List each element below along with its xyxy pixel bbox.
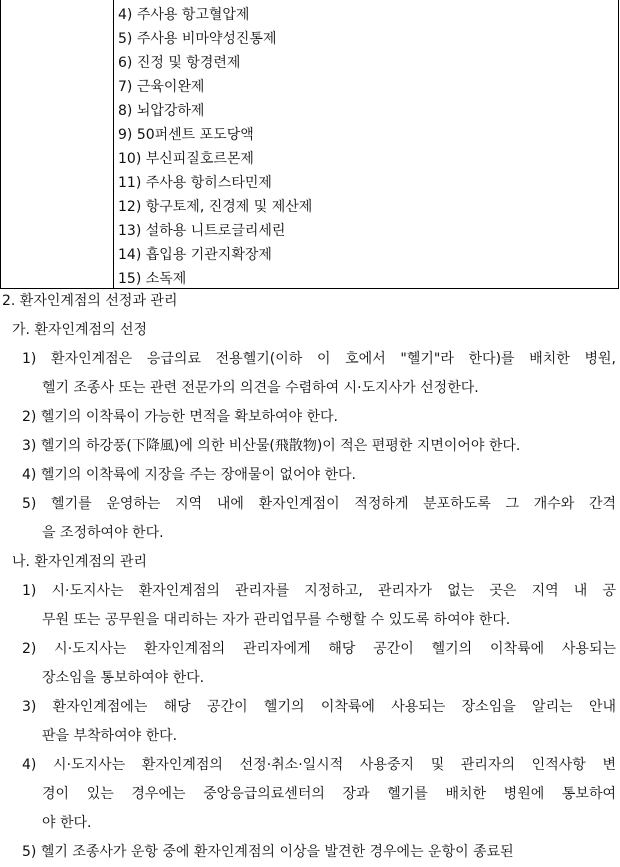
table-list-item: 5) 주사용 비마약성진통제: [118, 31, 277, 47]
paragraph-line: 4) 시·도지사는 환자인계점의 선정·취소·일시적 사용중지 및 관리자의 인적사항 변: [22, 757, 616, 773]
numbered-paragraph: [0, 490, 620, 548]
paragraph-line: 3) 환자인계점에는 해당 공간이 헬기의 이착륙에 사용되는 장소임을 알리는 안내: [22, 699, 616, 715]
paragraph-line: 2) 시·도지사는 환자인계점의 관리자에게 해당 공간이 헬기의 이착륙에 사용되는: [22, 641, 616, 657]
numbered-paragraph: [0, 403, 620, 432]
paragraph-line: 1) 시·도지사는 환자인계점의 관리자를 지정하고, 관리자가 없는 곳은 지역 내 공: [22, 583, 616, 599]
drug-list-table: [0, 0, 619, 289]
table-list-item: 9) 50퍼센트 포도당액: [118, 127, 254, 143]
table-list-item: 14) 흡입용 기관지확장제: [118, 247, 272, 263]
paragraph-line: 5) 헬기를 운영하는 지역 내에 환자인계점이 적정하게 분포하도록 그 개수와 간격: [22, 496, 616, 512]
numbered-paragraph: [0, 461, 620, 490]
paragraph-line: 야 한다.: [42, 815, 92, 831]
table-list-item: 15) 소독제: [118, 271, 187, 287]
paragraph-line: 판을 부착하여야 한다.: [42, 728, 178, 744]
table-list-item: 4) 주사용 항고혈압제: [118, 7, 250, 23]
paragraph-line: 4) 헬기의 이착륙에 지장을 주는 장애물이 없어야 한다.: [22, 467, 356, 483]
numbered-paragraph: [0, 345, 620, 403]
paragraph-line: 3) 헬기의 하강풍(下降風)에 의한 비산물(飛散物)이 적은 편평한 지면이어야 한다.: [22, 438, 521, 454]
table-list-item: 8) 뇌압강하제: [118, 103, 205, 119]
subsection-title-management: 나. 환자인계점의 관리: [12, 554, 148, 570]
numbered-paragraph: [0, 838, 620, 867]
table-column-divider: [113, 0, 114, 288]
table-cell-drug-items: [118, 3, 613, 291]
numbered-paragraph: [0, 693, 620, 751]
document-body: [0, 287, 620, 867]
paragraph-line: 을 조정하여야 한다.: [42, 525, 164, 541]
management-items: [0, 577, 620, 867]
table-list-item: 7) 근육이완제: [118, 79, 205, 95]
paragraph-line: 5) 헬기 조종사가 운항 중에 환자인계점의 이상을 발견한 경우에는 운항이 종료된: [22, 844, 514, 860]
numbered-paragraph: [0, 577, 620, 635]
table-list-item: 13) 설하용 니트로글리세린: [118, 223, 286, 239]
numbered-paragraph: [0, 432, 620, 461]
table-list-item: 6) 진정 및 항경련제: [118, 55, 241, 71]
paragraph-line: 1) 환자인계점은 응급의료 전용헬기(이하 이 호에서 "헬기"라 한다)를 배치한 병원,: [22, 351, 616, 367]
numbered-paragraph: [0, 751, 620, 838]
table-list-item: 10) 부신피질호르몬제: [118, 151, 254, 167]
paragraph-line: 무원 또는 공무원을 대리하는 자가 관리업무를 수행할 수 있도록 하여야 한다.: [42, 612, 511, 628]
paragraph-line: 경이 있는 경우에는 중앙응급의료센터의 장과 헬기를 배치한 병원에 통보하여: [42, 786, 616, 802]
section-title: 2. 환자인계점의 선정과 관리: [2, 293, 178, 309]
selection-items: [0, 345, 620, 548]
numbered-paragraph: [0, 635, 620, 693]
table-list-item: 11) 주사용 항히스타민제: [118, 175, 272, 191]
paragraph-line: 헬기 조종사 또는 관련 전문가의 의견을 수렴하여 시·도지사가 선정한다.: [42, 380, 479, 396]
subsection-title-selection: 가. 환자인계점의 선정: [12, 322, 148, 338]
table-list-item: 12) 항구토제, 진경제 및 제산제: [118, 199, 313, 215]
paragraph-line: 2) 헬기의 이착륙이 가능한 면적을 확보하여야 한다.: [22, 409, 338, 425]
paragraph-line: 장소임을 통보하여야 한다.: [42, 670, 205, 686]
